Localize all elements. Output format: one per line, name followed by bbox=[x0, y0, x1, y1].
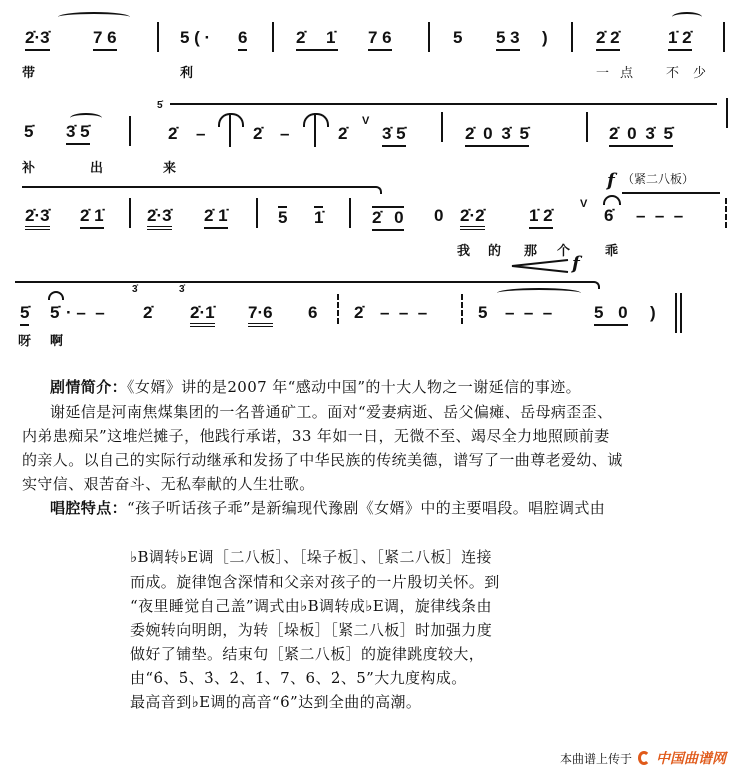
note: 2̇ 2̇ bbox=[596, 28, 620, 51]
lyric: 利 bbox=[180, 66, 194, 81]
site-logo-link[interactable]: 中国曲谱网 bbox=[656, 751, 727, 767]
note: 2̇ 1̇ bbox=[80, 206, 104, 229]
grace-note: 3̇ bbox=[132, 284, 138, 295]
lyric: 啊 bbox=[50, 334, 64, 349]
lyric: 带 bbox=[22, 66, 36, 81]
lyric: 出 bbox=[90, 161, 104, 176]
note: 2̇ bbox=[338, 124, 348, 143]
dash: – bbox=[280, 124, 290, 143]
footer bbox=[560, 748, 726, 768]
note: 5̇ bbox=[50, 303, 60, 322]
note: 2̇·3̇ bbox=[147, 206, 172, 230]
note: 2̇ bbox=[354, 303, 364, 322]
breath-stem bbox=[314, 113, 316, 147]
note: 2̇·3̇ bbox=[25, 28, 50, 51]
note: 5 ( · bbox=[180, 28, 211, 47]
lyric: 的 bbox=[488, 244, 502, 259]
lyric: 补 bbox=[22, 161, 36, 176]
note: 5 bbox=[453, 28, 463, 47]
lyric: 那 bbox=[524, 244, 538, 259]
dash: – – – bbox=[636, 206, 684, 225]
phrase-line bbox=[170, 103, 717, 105]
note: 5̇ bbox=[24, 122, 34, 141]
paragraph-line: 做好了铺垫。结束句［紧二八板］的旋律跳度较大， bbox=[130, 645, 485, 663]
note: 6 bbox=[308, 303, 318, 322]
lyric: 一 bbox=[596, 66, 610, 81]
barline bbox=[726, 98, 728, 128]
lyric: 个 bbox=[557, 244, 571, 259]
note: 1̇ 2̇ bbox=[668, 28, 692, 51]
barline bbox=[272, 22, 274, 52]
final-barline bbox=[675, 293, 677, 333]
phrase-line bbox=[22, 186, 382, 194]
note: 7 6 bbox=[93, 28, 117, 51]
note: 6 bbox=[238, 28, 247, 51]
fermata-icon bbox=[218, 113, 244, 127]
note: 2̇ bbox=[168, 124, 178, 143]
barline bbox=[586, 112, 588, 142]
fermata-icon bbox=[48, 291, 64, 300]
barline bbox=[256, 198, 258, 228]
note: 0 bbox=[434, 206, 444, 225]
paragraph-line: 实守信、艰苦奋斗、无私奉献的人生壮歌。 bbox=[22, 475, 315, 493]
note: 7·6 bbox=[248, 303, 273, 327]
dashed-barline bbox=[725, 198, 727, 228]
synopsis-label: 剧情简介： bbox=[50, 378, 128, 396]
upload-label: 本曲谱上传于 bbox=[560, 751, 633, 766]
slur bbox=[58, 12, 130, 22]
note: 5 bbox=[278, 208, 288, 227]
final-barline bbox=[680, 293, 682, 333]
paren: ) bbox=[542, 28, 548, 47]
dashed-barline bbox=[461, 294, 463, 324]
phrase-line bbox=[622, 192, 720, 194]
lyric: 点 bbox=[620, 66, 634, 81]
site-logo-icon bbox=[638, 751, 650, 765]
paragraph-line: 而成。旋律饱含深情和父亲对孩子的一片殷切关怀。到 bbox=[130, 573, 500, 591]
note: 2̇·2̇ bbox=[460, 206, 485, 230]
dash: · – – bbox=[66, 303, 105, 322]
note: 2̇ bbox=[253, 124, 263, 143]
note: 2̇·1̇ bbox=[190, 303, 215, 327]
note: 2̇ 0 bbox=[372, 206, 404, 231]
paragraph-line: 委婉转向明朗，为转［垛板］［紧二八板］时加强力度 bbox=[130, 621, 493, 639]
breath-mark: V bbox=[362, 115, 370, 127]
slur bbox=[672, 12, 702, 22]
grace-note: 5̇ bbox=[157, 100, 163, 111]
paragraph-line: 由“6̇、5̇、3̇、2̇、1̇、7、6、2̇、5”大九度构成。 bbox=[130, 669, 467, 687]
lyric: 来 bbox=[163, 161, 177, 176]
note: 5 0 bbox=[594, 303, 628, 326]
note: 1̇ bbox=[314, 208, 324, 227]
paragraph-line: 谢延信是河南焦煤集团的一名普通矿工。面对“爱妻病逝、岳父偏瘫、岳母病歪歪、 bbox=[50, 403, 613, 421]
barline bbox=[349, 198, 351, 228]
features-text: “孩子听话孩子乖”是新编现代豫剧《女婿》中的主要唱段。唱腔调式由 bbox=[127, 499, 606, 517]
paragraph-line: 最高音到♭E调的高音“6̇”达到全曲的高潮。 bbox=[130, 693, 422, 711]
lyric: 少 bbox=[693, 66, 707, 81]
note: 2̇ bbox=[143, 303, 153, 322]
fermata-icon bbox=[603, 195, 621, 205]
note: 3̇ 5̇ bbox=[382, 124, 406, 147]
note: 5̇ bbox=[20, 303, 29, 326]
lyric: 我 bbox=[457, 244, 471, 259]
barline bbox=[723, 22, 725, 52]
note: 2̇ 0 3̇ 5̇ bbox=[609, 124, 673, 147]
note: 5 3 bbox=[496, 28, 520, 51]
note: 2̇ 1̇ bbox=[204, 206, 228, 229]
note: 1̇ 2̇ bbox=[529, 206, 553, 229]
synopsis-text: 《女婿》讲的是2007 年“感动中国”的十大人物之一谢延信的事迹。 bbox=[127, 378, 581, 396]
forte-mark: f bbox=[572, 253, 580, 274]
note: 2̇·3̇ bbox=[25, 206, 50, 230]
note: 7 6 bbox=[368, 28, 392, 51]
paragraph-line: 内弟患痴呆”这堆烂摊子，他践行承诺，33 年如一日，无微不至、竭尽全力地照顾前妻 bbox=[22, 427, 610, 445]
dash: – – – bbox=[505, 303, 553, 322]
note: 1̇ bbox=[326, 28, 336, 47]
dash: – – – bbox=[380, 303, 428, 322]
breath-mark: V bbox=[580, 198, 588, 210]
grace-note: 3̇ bbox=[179, 284, 185, 295]
paragraph-line: 的亲人。以自己的实际行动继承和发扬了中华民族的传统美德，谱写了一曲尊老爱幼、诚 bbox=[22, 451, 623, 469]
barline bbox=[441, 112, 443, 142]
paragraph-line: “夜里睡觉自己盖”调式由♭B调转成♭E调，旋律线条由 bbox=[130, 597, 492, 615]
lyric: 呀 bbox=[18, 334, 32, 349]
note: 2̇ 0 3̇ 5̇ bbox=[465, 124, 529, 147]
forte-mark: f bbox=[607, 170, 615, 191]
crescendo-hairpin bbox=[510, 258, 570, 274]
breath-stem bbox=[229, 113, 231, 147]
features-label: 唱腔特点： bbox=[50, 499, 128, 517]
barline bbox=[157, 22, 159, 52]
lyric: 不 bbox=[666, 66, 680, 81]
dash: – bbox=[196, 124, 206, 143]
note: 5 bbox=[478, 303, 488, 322]
barline bbox=[129, 116, 131, 146]
note: 3̇ 5̇ bbox=[66, 122, 90, 145]
note: 6̇ bbox=[604, 206, 614, 225]
slur bbox=[497, 288, 581, 298]
phrase-line bbox=[15, 281, 600, 289]
barline bbox=[428, 22, 430, 52]
dashed-barline bbox=[337, 294, 339, 324]
tempo-mark: （紧二八板） bbox=[622, 172, 695, 186]
barline bbox=[129, 198, 131, 228]
paragraph-line: ♭B调转♭E调［二八板］、［垛子板］、［紧二八板］连接 bbox=[130, 548, 492, 566]
note: 2̇ bbox=[296, 28, 338, 51]
fermata-icon bbox=[303, 113, 329, 127]
barline bbox=[571, 22, 573, 52]
paren: ) bbox=[650, 303, 656, 322]
lyric: 乖 bbox=[605, 244, 619, 259]
